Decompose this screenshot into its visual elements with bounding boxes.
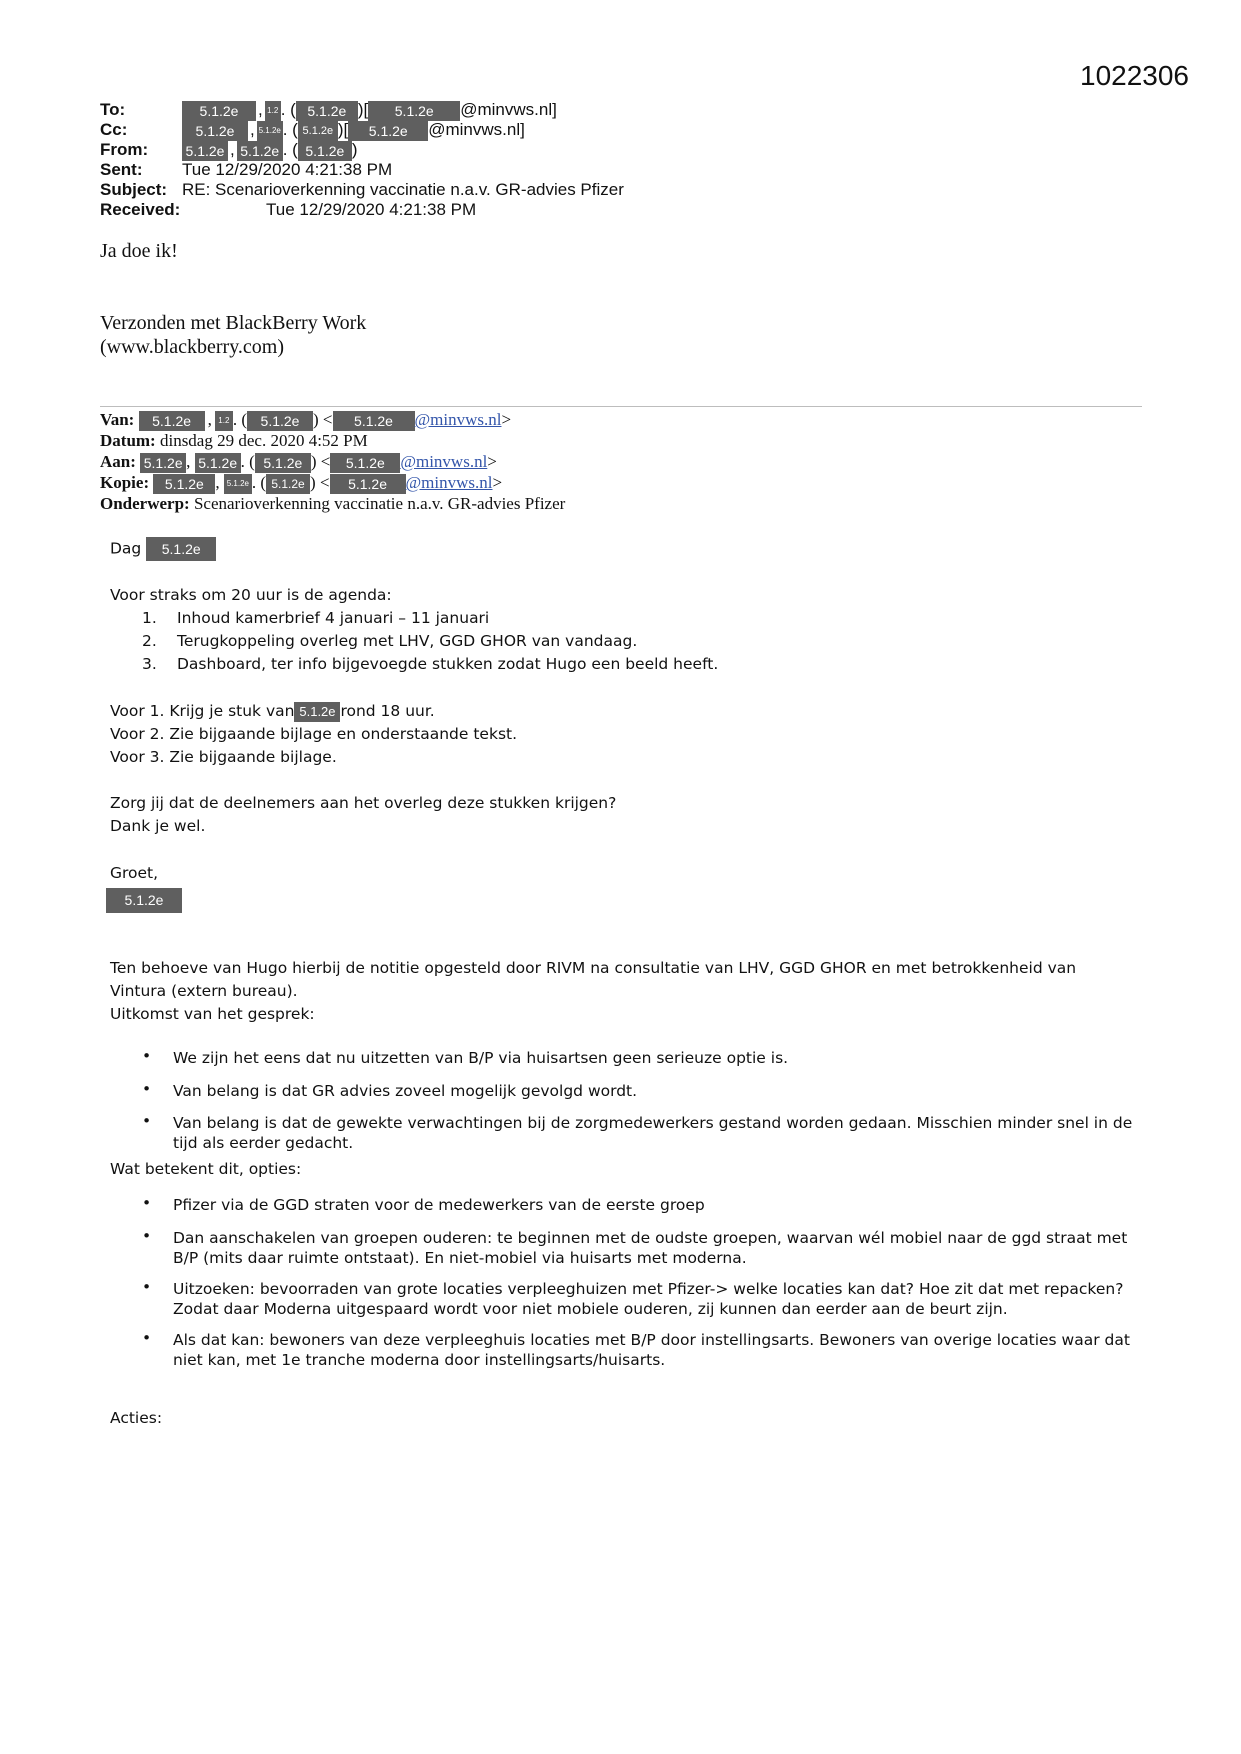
onderwerp-row [100, 493, 565, 514]
cc-row: Cc: 5.1.2e , 5.1.2e . ( 5.1.2e )[ 5.1.2e @minvws.nl] [100, 120, 525, 139]
redaction-box: 5.1.2e [298, 141, 352, 161]
to-label: To: [100, 100, 126, 119]
bullet-icon: • [142, 1278, 152, 1296]
sent-row [0, 160, 1241, 180]
redaction-box: 5.1.2e [330, 453, 400, 473]
sent-label: Sent: [100, 160, 143, 179]
signature-redaction [106, 888, 182, 913]
sent-value: Tue 12/29/2020 4:21:38 PM [182, 160, 393, 179]
redaction-box: 5.1.2e [182, 101, 256, 121]
redaction-box: 5.1.2e [140, 453, 186, 473]
kopie-label: Kopie: [100, 473, 150, 492]
bullet-icon: • [142, 1329, 152, 1347]
redaction-box: 5.1.2e [247, 411, 313, 431]
kopie-row: Kopie: 5.1.2e , 5.1.2e . ( 5.1.2e ) < 5.1.2e @minvws.nl> [100, 473, 503, 493]
subject-label: Subject: [100, 180, 168, 199]
uitkomst-heading: Uitkomst van het gesprek: [110, 1005, 315, 1023]
aan-label: Aan: [100, 452, 136, 471]
redaction-box: 5.1.2e [294, 702, 340, 722]
redaction-box: 5.1.2e [333, 411, 415, 431]
bullet-icon: • [142, 1227, 152, 1245]
redaction-box: 5.1.2e [257, 121, 283, 141]
subject-row [0, 180, 1241, 200]
reply-text: Ja doe ik! [100, 240, 178, 262]
onderwerp-label: Onderwerp: [100, 494, 190, 513]
redaction-box: 5.1.2e [237, 141, 283, 161]
van-email-link[interactable]: @minvws.nl [414, 410, 502, 429]
redaction-box: 5.1.2e [296, 101, 358, 121]
dank-line: Dank je wel. [110, 817, 206, 835]
redaction-box: 5.1.2e [348, 121, 428, 141]
ten-behoeve-line-1: Ten behoeve van Hugo hierbij de notitie opgesteld door RIVM na consultatie van LHV, GGD GHOR en met betrokkenheid van [110, 959, 1077, 977]
redaction-box: 5.1.2e [182, 121, 248, 141]
bullet-icon: • [142, 1194, 152, 1212]
list-item: Pfizer via de GGD straten voor de medewerkers van de eerste groep [173, 1196, 705, 1214]
list-item: Uitzoeken: bevoorraden van grote locaties verpleeghuizen met Pfizer-> welke locaties kan dat? Hoe zit dat met repacken? Zodat daar Moderna uitgespaard wordt voor niet mobiele ouderen, zij kunnen dan eerder aan de beurt zijn. [173, 1280, 1124, 1318]
from-row: From: 5.1.2e , 5.1.2e . ( 5.1.2e ) [100, 140, 358, 159]
groet-line: Groet, [110, 864, 159, 882]
redaction-box: 5.1.2e [255, 453, 311, 473]
redaction-box: 5.1.2e [146, 537, 216, 561]
agenda-intro: Voor straks om 20 uur is de agenda: [110, 586, 392, 604]
voor3-line: Voor 3. Zie bijgaande bijlage. [110, 748, 337, 766]
list-item: Als dat kan: bewoners van deze verpleeghuis locaties met B/P door instellingsarts. Bewoners van overige locaties waar dat niet kan, met 1e tranche moderna door instellingsarts/huisarts. [173, 1331, 1130, 1369]
cc-label: Cc: [100, 120, 128, 139]
to-domain: @minvws.nl] [460, 100, 557, 119]
redaction-box: 5.1.2e [298, 121, 338, 141]
van-label: Van: [100, 410, 135, 429]
redaction-box: 5.1.2e [106, 888, 182, 913]
to-row: To: 5.1.2e , 1.2 . ( 5.1.2e )[ 5.1.2e @minvws.nl] [100, 100, 557, 119]
received-value: Tue 12/29/2020 4:21:38 PM [266, 200, 477, 219]
received-label: Received: [100, 200, 181, 219]
signature-line-2: (www.blackberry.com) [100, 336, 284, 358]
voor1-line: Voor 1. Krijg je stuk van 5.1.2e rond 18 uur. [110, 702, 435, 720]
redaction-box: 5.1.2e [368, 101, 460, 121]
redaction-box: 5.1.2e [195, 453, 241, 473]
bullet-icon: • [142, 1047, 152, 1065]
document-number: 1022306 [1080, 60, 1190, 91]
cc-domain: @minvws.nl] [428, 120, 525, 139]
acties-heading: Acties: [110, 1409, 163, 1427]
van-row: Van: 5.1.2e , 1.2 . ( 5.1.2e ) < 5.1.2e @minvws.nl> [100, 410, 512, 430]
ten-behoeve-line-2: Vintura (extern bureau). [110, 982, 298, 1000]
signature-line-1: Verzonden met BlackBerry Work [100, 312, 367, 334]
redaction-box: 1.2 [265, 101, 281, 121]
datum-value: dinsdag 29 dec. 2020 4:52 PM [159, 431, 368, 450]
datum-row [100, 430, 368, 451]
greeting: Dag [110, 539, 142, 558]
redaction-box: 5.1.2e [224, 474, 252, 494]
list-item: Dan aanschakelen van groepen ouderen: te beginnen met de oudste groepen, waarvan wél mobiel naar de ggd straat met B/P (mits daar ruimte ontstaat). En niet-mobiel via huisarts met moderna. [173, 1229, 1128, 1267]
from-label: From: [100, 140, 149, 159]
wat-betekent-heading: Wat betekent dit, opties: [110, 1160, 302, 1178]
greeting-line [110, 537, 216, 561]
kopie-email-link[interactable]: @minvws.nl [405, 473, 493, 492]
datum-label: Datum: [100, 431, 156, 450]
list-item: Van belang is dat de gewekte verwachtingen bij de zorgmedewerkers gestand worden gedaan. Misschien minder snel in de tijd als eerder gedacht. [173, 1114, 1133, 1152]
onderwerp-value: Scenarioverkenning vaccinatie n.a.v. GR-advies Pfizer [193, 494, 566, 513]
zorg-line: Zorg jij dat de deelnemers aan het overleg deze stukken krijgen? [110, 794, 617, 812]
redaction-box: 5.1.2e [153, 474, 215, 494]
list-item: Van belang is dat GR advies zoveel mogelijk gevolgd wordt. [173, 1082, 638, 1100]
voor2-line: Voor 2. Zie bijgaande bijlage en onderstaande tekst. [110, 725, 518, 743]
aan-row: Aan: 5.1.2e , 5.1.2e . ( 5.1.2e ) < 5.1.2e @minvws.nl> [100, 452, 497, 472]
redaction-box: 1.2 [215, 411, 233, 431]
received-row [0, 200, 1241, 220]
redaction-box: 5.1.2e [266, 474, 310, 494]
aan-email-link[interactable]: @minvws.nl [400, 452, 488, 471]
redaction-box: 5.1.2e [330, 474, 406, 494]
bullet-icon: • [142, 1112, 152, 1130]
redaction-box: 5.1.2e [182, 141, 228, 161]
divider [100, 406, 1142, 407]
subject-value: RE: Scenarioverkenning vaccinatie n.a.v. GR-advies Pfizer [182, 180, 624, 199]
bullet-icon: • [142, 1080, 152, 1098]
redaction-box: 5.1.2e [139, 411, 205, 431]
list-item: We zijn het eens dat nu uitzetten van B/P via huisartsen geen serieuze optie is. [173, 1049, 789, 1067]
